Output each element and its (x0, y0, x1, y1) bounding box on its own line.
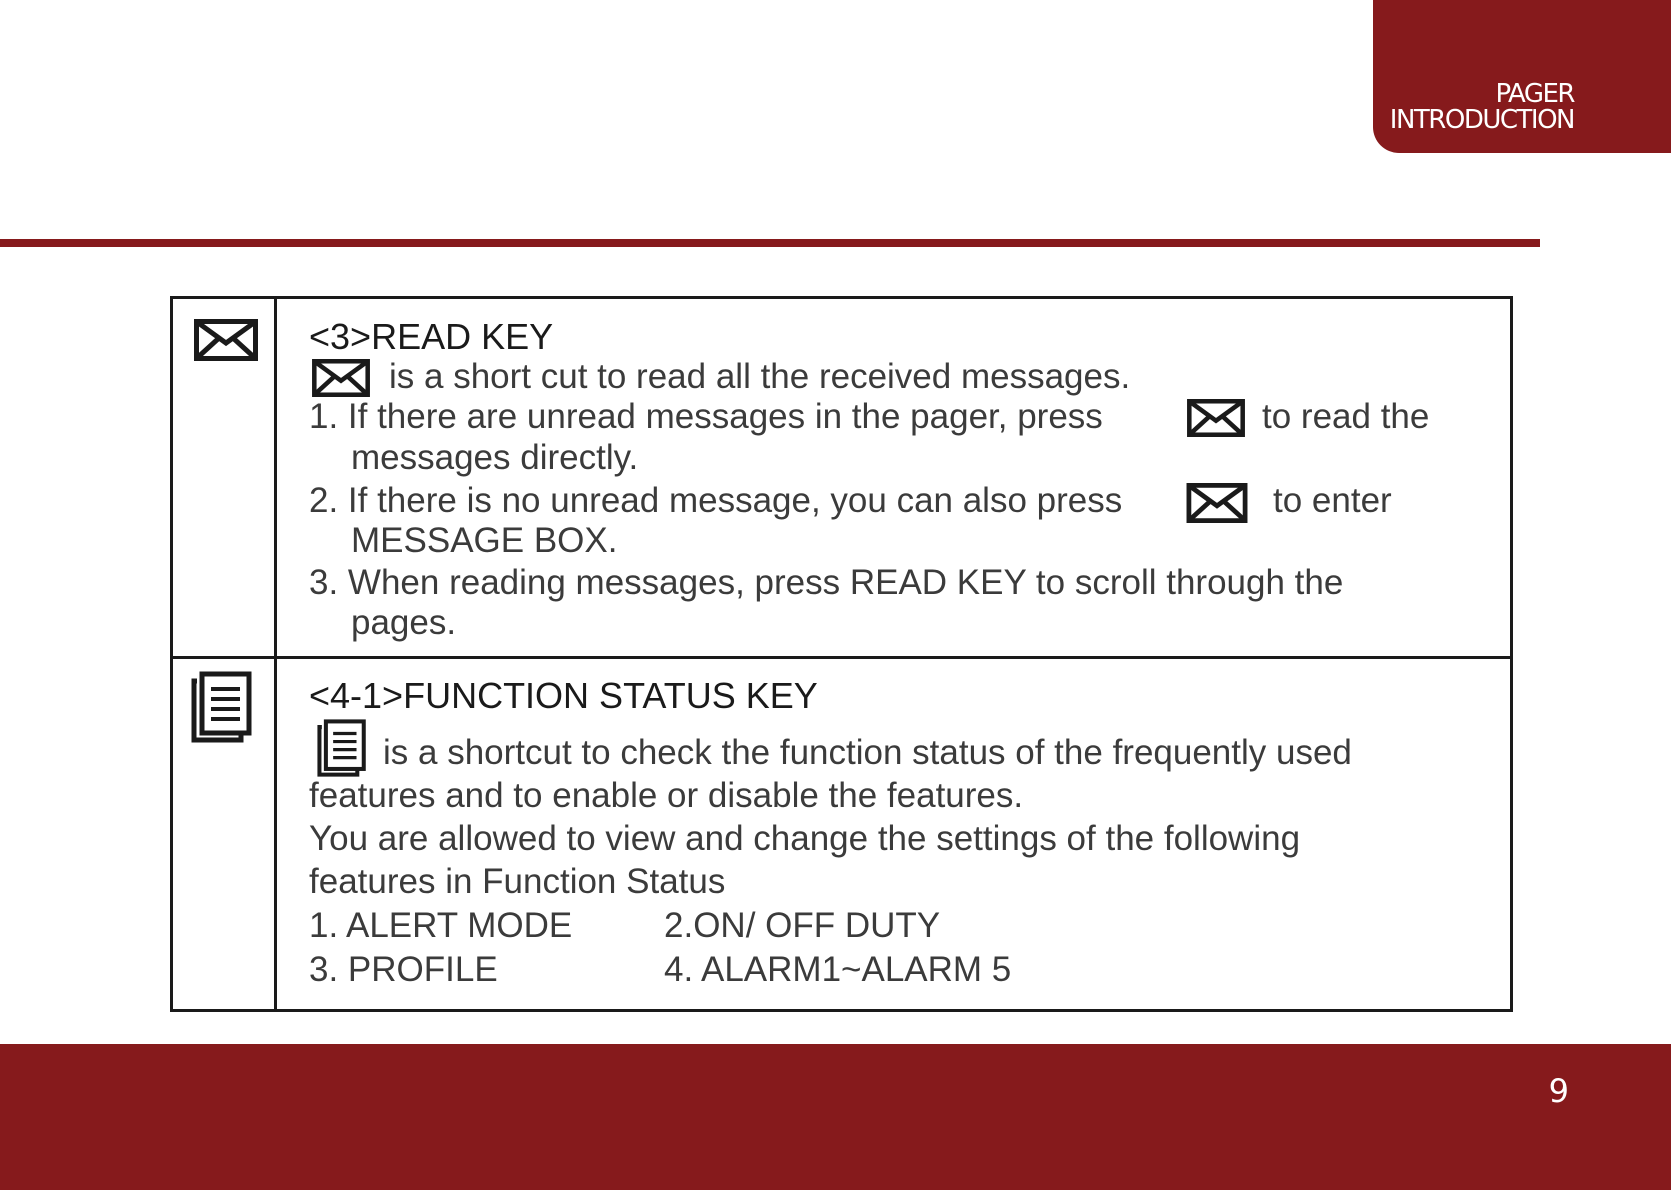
envelope-icon (194, 319, 258, 361)
function-status-icon-cell (173, 659, 277, 1009)
read-key-item2-end: to enter (1273, 481, 1392, 520)
function-status-row (173, 659, 1510, 1009)
function-status-para: You are allowed to view and change the settings of the following (309, 819, 1301, 858)
section-tab (1373, 0, 1671, 153)
read-key-item3: 3. When reading messages, press READ KEY to scroll through the (309, 563, 1344, 602)
key-table (170, 296, 1513, 1012)
footer-bar (0, 1044, 1671, 1190)
envelope-icon (1187, 399, 1245, 437)
header-divider (0, 239, 1540, 247)
function-status-intro-cont: features and to enable or disable the features. (309, 776, 1024, 815)
read-key-item3-cont: pages. (351, 603, 457, 642)
read-key-item2-cont: MESSAGE BOX. (351, 521, 618, 560)
read-key-row (173, 299, 1510, 659)
feature-item: 2.ON/ OFF DUTY (664, 906, 941, 945)
read-key-item1-cont: messages directly. (351, 438, 639, 477)
section-title-line2: INTRODUCTION (1389, 105, 1574, 135)
function-status-para-cont: features in Function Status (309, 862, 726, 901)
envelope-icon (312, 359, 370, 397)
function-status-intro: is a shortcut to check the function status of the frequently used (383, 733, 1352, 772)
read-key-item1: 1. If there are unread messages in the pager, press (309, 397, 1103, 436)
read-key-intro: is a short cut to read all the received messages. (389, 357, 1131, 396)
read-key-icon-cell (173, 299, 277, 656)
section-title-line1: PAGER (1495, 79, 1574, 109)
envelope-icon (1186, 483, 1248, 523)
function-status-heading: <4-1>FUNCTION STATUS KEY (309, 675, 818, 716)
page-number: 9 (1548, 1072, 1569, 1110)
read-key-item1-end: to read the (1262, 397, 1430, 436)
feature-item: 3. PROFILE (309, 950, 498, 989)
read-key-item2: 2. If there is no unread message, you can also press (309, 481, 1123, 520)
read-key-heading: <3>READ KEY (309, 316, 554, 357)
function-status-icon (191, 671, 253, 743)
feature-item: 4. ALARM1~ALARM 5 (664, 950, 1012, 989)
feature-item: 1. ALERT MODE (309, 906, 573, 945)
function-status-icon (317, 719, 367, 777)
